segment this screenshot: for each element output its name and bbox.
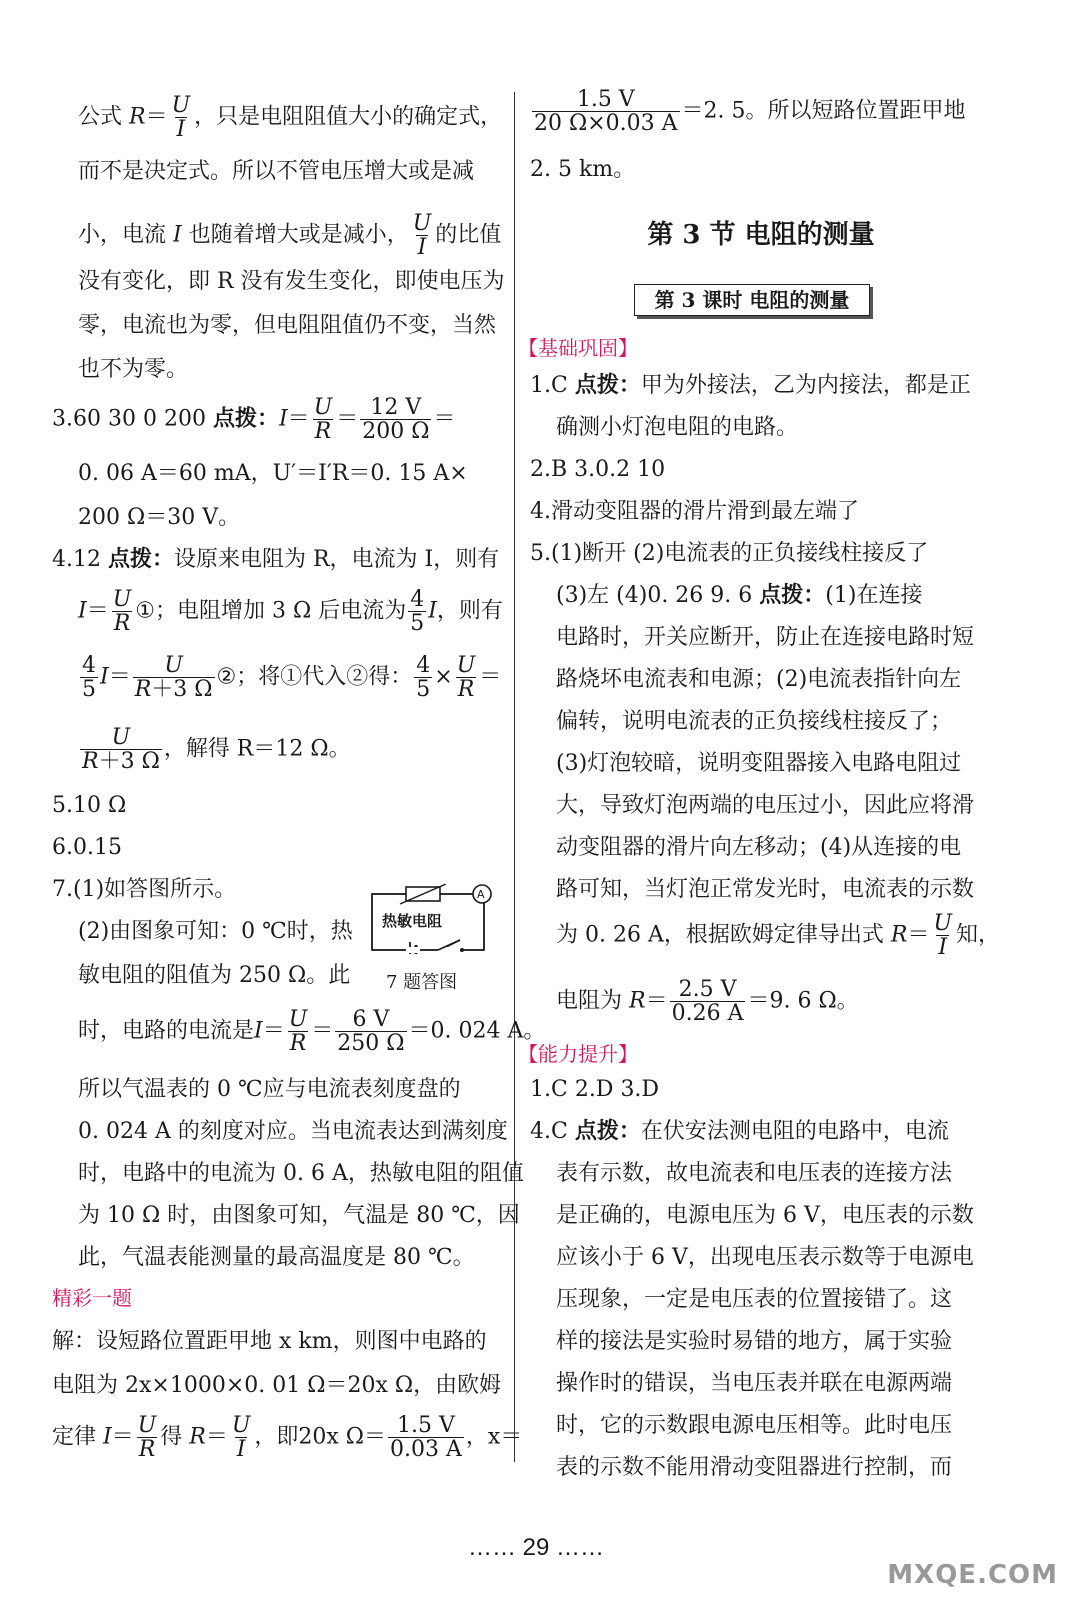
text-line: I＝ $\frac{U}{R}$ ①；电阻增加 3 Ω 后电流为 $\frac{4}{5}$ I，则有 (78, 587, 503, 637)
lesson-title: 第 3 课时 电阻的测量 (634, 284, 870, 316)
text-line: 压现象，一定是电压表的位置接错了。这 (556, 1287, 953, 1312)
answer-3: 3.60 30 0 200 点拨：I＝ $\frac{U}{R}$ ＝ $\frac{12 V}{200 \Omega}$ ＝ (52, 395, 456, 445)
text-line: 为 0. 26 A，根据欧姆定律导出式 R＝ $\frac{U}{I}$ 知， (556, 911, 1001, 961)
text-line: 时，它的示数跟电源电压相等。此时电压 (556, 1413, 953, 1438)
figure-caption: 7 题答图 (386, 972, 458, 993)
featured-problem-heading: 精彩一题 (52, 1286, 132, 1310)
answer-4: 4.12 点拨：设原来电阻为 R，电流为 I，则有 (52, 546, 500, 572)
text-line: 偏转，说明电流表的正负接线柱接反了； (556, 709, 953, 734)
text-line: 电阻为 2x×1000×0. 01 Ω＝20x Ω，由欧姆 (52, 1373, 502, 1398)
text-line: 公式 R＝ $\frac{U}{I}$ ，只是电阻阻值大小的确定式， (78, 93, 503, 143)
answer-2-3: 2.B 3.0.2 10 (530, 457, 666, 482)
text-line: 为 10 Ω 时，由图象可知，气温是 80 ℃，因 (78, 1203, 520, 1228)
answer-1: 1.C 点拨：甲为外接法，乙为内接法，都是正 (530, 372, 971, 398)
text-line: (2)由图象可知：0 ℃时，热 (78, 919, 353, 944)
text-line: 所以气温表的 0 ℃应与电流表刻度盘的 (78, 1077, 461, 1102)
text-line: 解：设短路位置距甲地 x km，则图中电路的 (52, 1329, 487, 1354)
answer-7: 7.(1)如答图所示。 (52, 877, 237, 902)
text-line: 样的接法是实验时易错的地方，属于实验 (556, 1329, 953, 1354)
answer-5: 5.(1)断开 (2)电流表的正负接线柱接反了 (530, 541, 929, 566)
text-line: 表的示数不能用滑动变阻器进行控制，而 (556, 1455, 953, 1480)
text-line: 200 Ω＝30 V。 (78, 505, 241, 530)
answer-1-3: 1.C 2.D 3.D (530, 1077, 660, 1102)
watermark-logo: MXQE.COM (887, 1560, 1058, 1590)
text-line: 电路时，开关应断开，防止在连接电路时短 (556, 625, 975, 650)
text-line: 动变阻器的滑片向左移动；(4)从连接的电 (556, 835, 962, 860)
fraction: $\frac{U}{I}$ (412, 211, 432, 261)
text-line: 时，电路中的电流为 0. 6 A，热敏电阻的阻值 (78, 1161, 524, 1186)
tag-basic: 【基础巩固】 (518, 336, 638, 360)
text-line: (3)灯泡较暗，说明变阻器接入电路电阻过 (556, 751, 962, 776)
answer-5: 5.10 Ω (52, 793, 127, 818)
text-line: 小，电流 I 也随着增大或是减小， $\frac{U}{I}$ 的比值 (78, 211, 502, 261)
text-line: 没有变化，即 R 没有发生变化，即使电压为 (78, 269, 505, 294)
text-line: $\frac{4}{5}$ I＝ $\frac{U}{R+3 \Omega}$ ②；将①代入②得： $\frac{4}{5}$ × $\frac{U}{R}$ ＝ (82, 653, 502, 703)
section-title: 第 3 节 电阻的测量 (647, 220, 875, 250)
answer-4b: 4.C 点拨：在伏安法测电阻的电路中，电流 (530, 1118, 949, 1144)
thermistor-label: 热敏电阻 (382, 912, 443, 930)
answer-6: 6.0.15 (52, 835, 122, 860)
text-line: $\frac{U}{R+3 \Omega}$ ，解得 R＝12 Ω。 (82, 725, 351, 775)
text-line: 操作时的错误，当电压表并联在电源两端 (556, 1371, 953, 1396)
text-line: 零，电流也为零，但电阻阻值仍不变，当然 (78, 313, 497, 338)
page-number: …… 29 …… (467, 1534, 605, 1561)
text-line: 大，导致灯泡两端的电压过小，因此应将滑 (556, 793, 975, 818)
column-divider (514, 92, 515, 1462)
text-line: 此，气温表能测量的最高温度是 80 ℃。 (78, 1245, 475, 1270)
text-line: 确测小灯泡电阻的电路。 (556, 415, 799, 440)
text-line: 0. 024 A 的刻度对应。当电流表达到满刻度 (78, 1119, 508, 1144)
text-line: 定律 I＝ $\frac{U}{R}$ 得 R＝ $\frac{U}{I}$ ，即20x Ω＝ $\frac{1.5 V}{0.03 A}$ ，x＝ (52, 1413, 523, 1463)
text-line: 2. 5 km。 (530, 157, 636, 182)
fraction: $\frac{U}{I}$ (171, 93, 191, 143)
text-line: 敏电阻的阻值为 250 Ω。此 (78, 963, 351, 988)
text-line: 表有示数，故电流表和电压表的连接方法 (556, 1161, 953, 1186)
svg-text:A: A (477, 888, 485, 901)
text-line: 是正确的，电源电压为 6 V，电压表的示数 (556, 1203, 974, 1228)
tag-advanced: 【能力提升】 (518, 1042, 638, 1066)
text-line: 时，电路的电流是I＝ $\frac{U}{R}$ ＝ $\frac{6 V}{250 \Omega}$ ＝0. 024 A。 (78, 1007, 546, 1057)
text-line: 0. 06 A＝60 mA，U′＝I′R＝0. 15 A× (78, 461, 468, 486)
answer-4: 4.滑动变阻器的滑片滑到最左端了 (530, 499, 859, 524)
text-line: 应该小于 6 V，出现电压表示数等于电源电 (556, 1245, 974, 1270)
text-line: 而不是决定式。所以不管电压增大或是减 (78, 159, 475, 184)
text-line: 路烧坏电流表和电源；(2)电流表指针向左 (556, 667, 962, 692)
text-line: 也不为零。 (78, 357, 189, 382)
text-line: (3)左 (4)0. 26 9. 6 点拨：(1)在连接 (556, 582, 923, 608)
text-line: $\frac{1.5 V}{20 \Omega\times 0.03 A}$ ＝2. 5。所以短路位置距甲地 (534, 87, 966, 137)
text-line: 路可知，当灯泡正常发光时，电流表的示数 (556, 877, 975, 902)
text-line: 电阻为 R＝ $\frac{2.5 V}{0.26 A}$ ＝9. 6 Ω。 (556, 977, 859, 1027)
